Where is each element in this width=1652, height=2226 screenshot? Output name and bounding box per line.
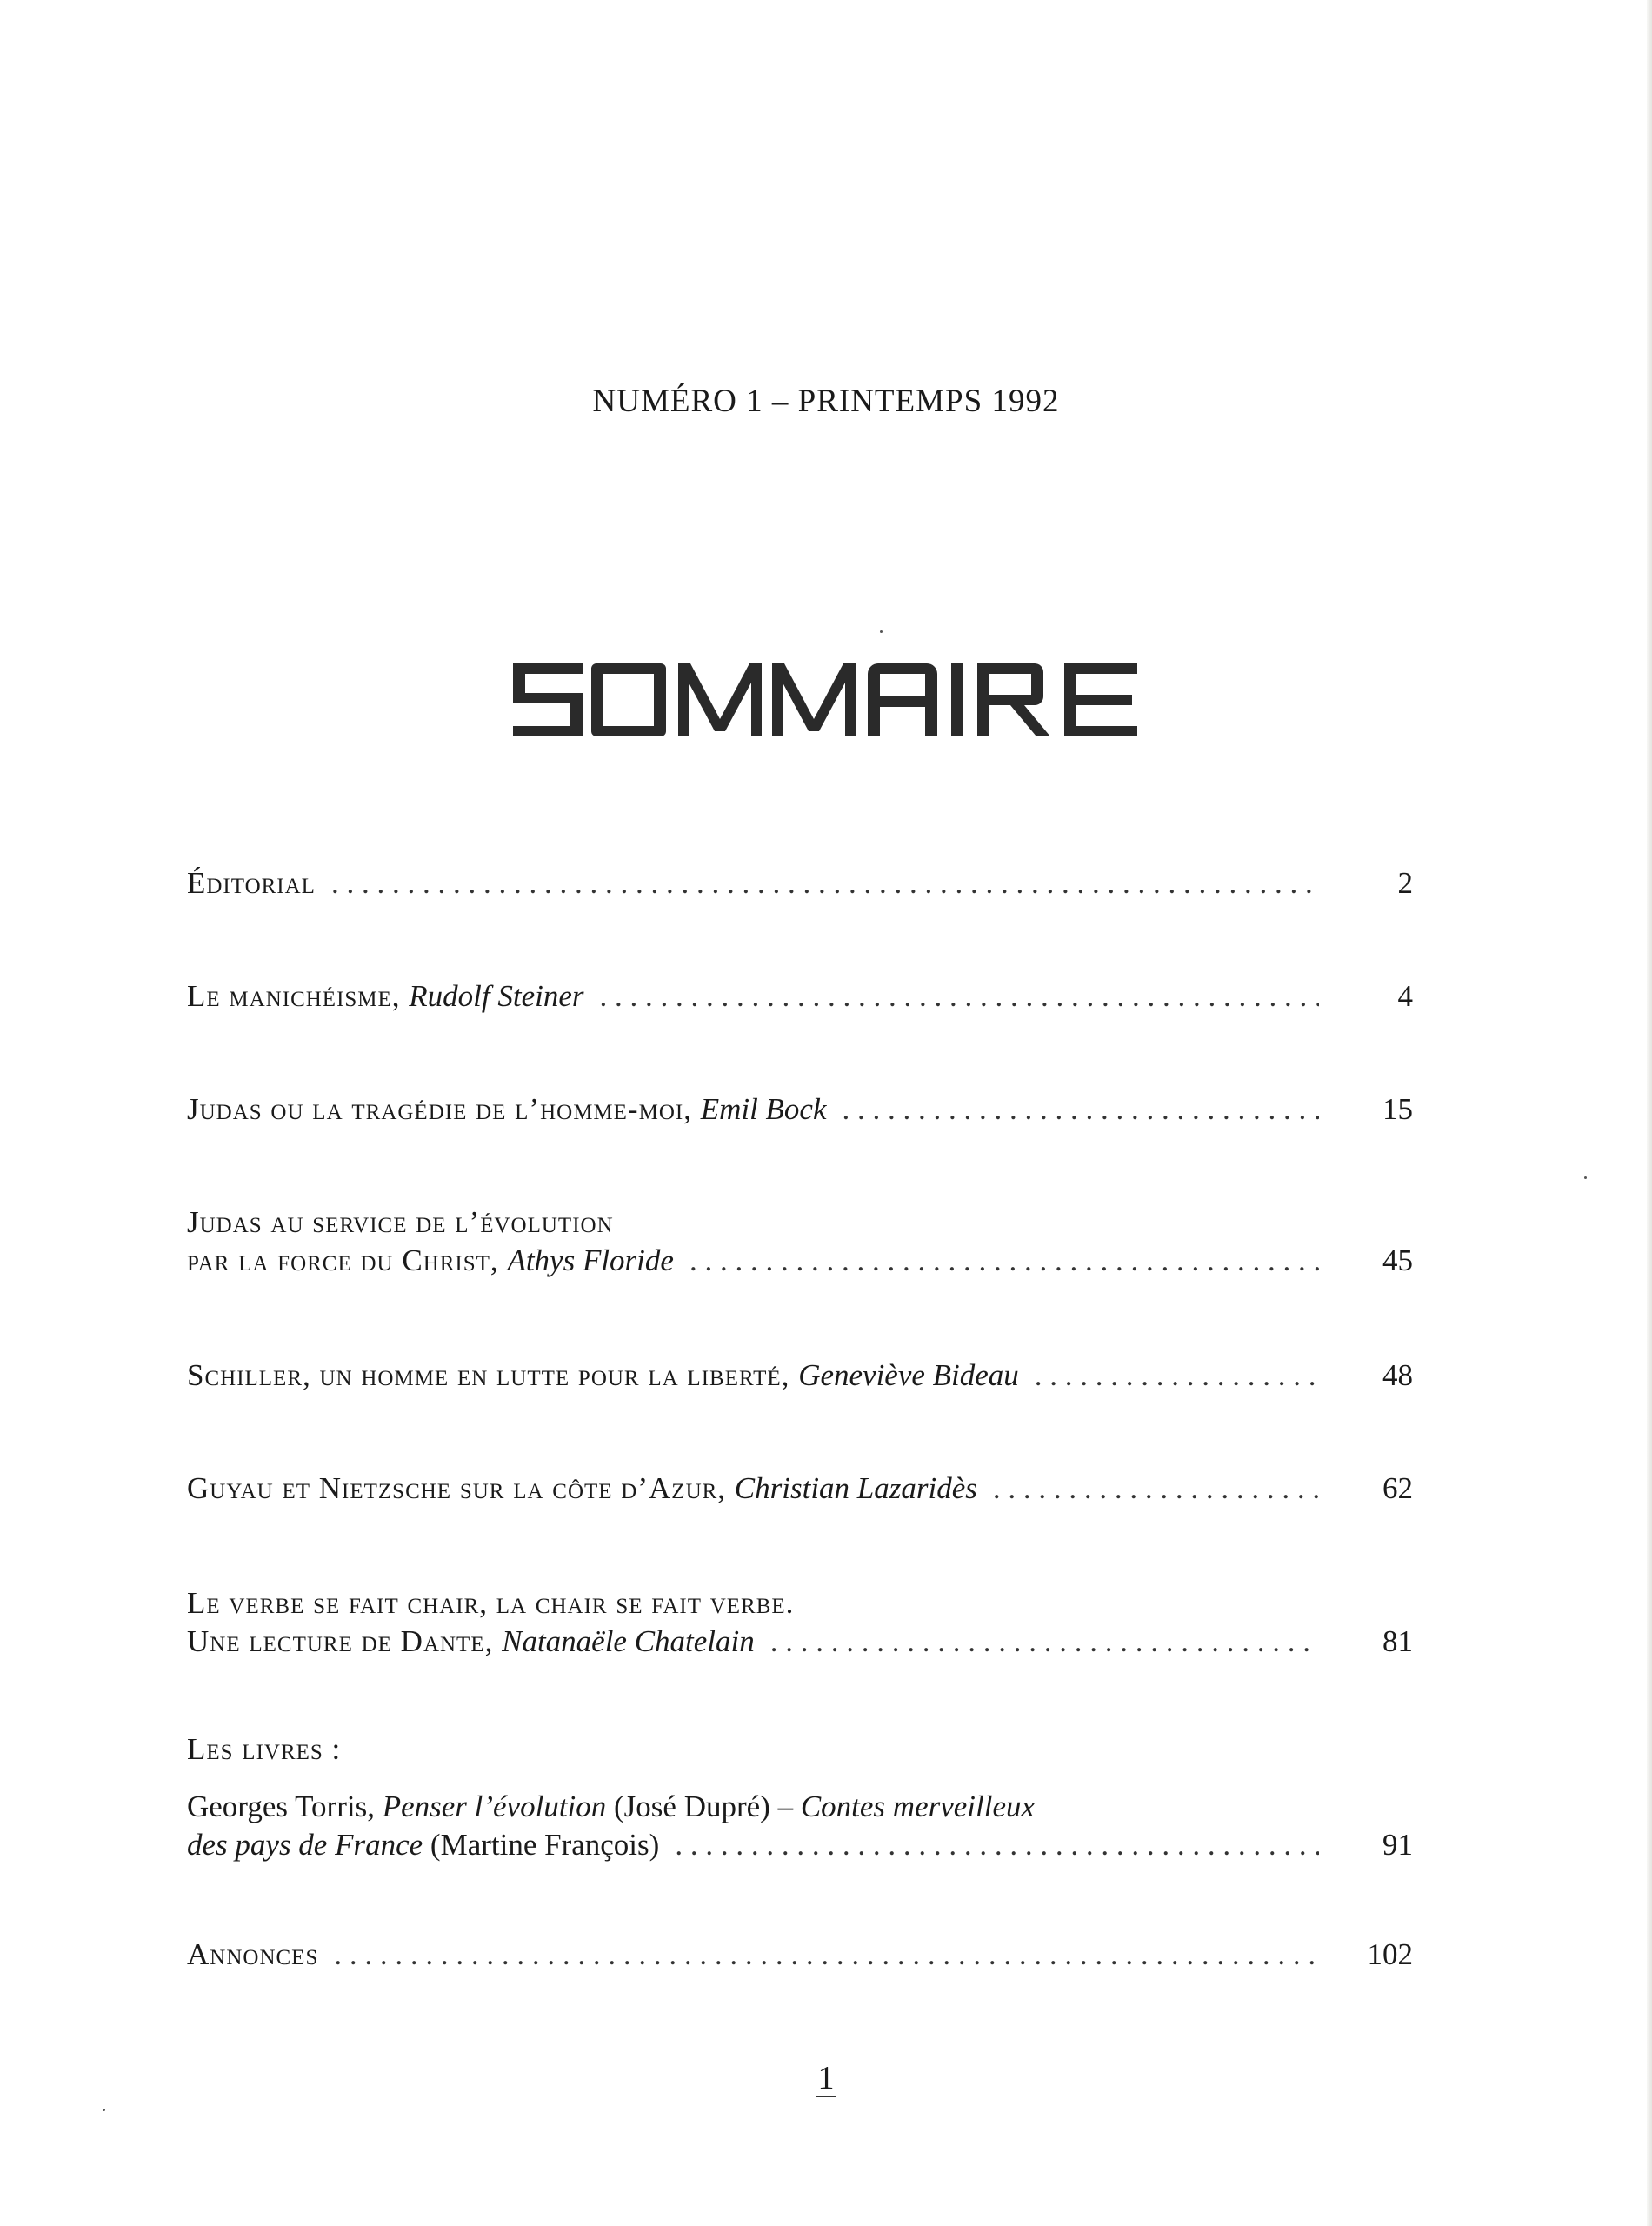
entry-title: Guyau et Nietzsche sur la côte d’Azur, <box>187 1471 735 1505</box>
paper-speck <box>1584 1176 1587 1179</box>
entry-author: Emil Bock <box>700 1092 827 1126</box>
page-number: 4 <box>1397 979 1413 1013</box>
book-reviewer-2: (Martine François) <box>423 1828 660 1862</box>
title-block <box>0 656 1652 743</box>
footer-page-number-text: 1 <box>817 2060 835 2096</box>
entry-title-line-1: Le verbe se fait chair, la chair se fait verbe. <box>187 1586 795 1620</box>
paper-speck <box>103 2109 105 2111</box>
page-number: 102 <box>1367 1937 1413 1971</box>
book-title-2-end: des pays de France <box>187 1828 423 1862</box>
toc-entry-annonces <box>187 1936 1413 1974</box>
leader-dots <box>770 1623 1319 1661</box>
page-number: 2 <box>1397 866 1413 900</box>
page-number: 62 <box>1382 1471 1413 1505</box>
page-number: 91 <box>1382 1828 1413 1862</box>
leader-dots <box>689 1242 1319 1280</box>
page-edge <box>1647 0 1652 2226</box>
book-reviewer: (José Dupré) – <box>606 1789 801 1823</box>
book-author: Georges Torris, <box>187 1789 383 1823</box>
entry-author: Rudolf Steiner <box>409 979 584 1013</box>
leader-dots <box>334 1936 1319 1974</box>
toc-entry-judas-tragedie <box>187 1090 1413 1129</box>
page-number: 81 <box>1382 1624 1413 1658</box>
paper-speck <box>880 630 883 633</box>
book-title: Penser l’évolution <box>382 1789 607 1823</box>
leader-dots <box>1035 1356 1319 1395</box>
toc-entry-judas-evolution <box>187 1203 1413 1280</box>
entry-title: Éditorial <box>187 866 316 900</box>
leader-dots <box>600 977 1319 1016</box>
page-number: 48 <box>1382 1358 1413 1392</box>
entry-title: Judas ou la tragédie de l’homme-moi, <box>187 1092 701 1126</box>
entry-title: Annonces <box>187 1937 319 1971</box>
entry-title: Schiller, un homme en lutte pour la liberté, <box>187 1358 799 1392</box>
books-heading: Les livres : <box>187 1732 342 1766</box>
entry-author: Athys Floride <box>507 1243 674 1277</box>
leader-dots <box>331 864 1319 903</box>
entry-title-line-2: Une lecture de Dante, <box>187 1624 503 1658</box>
entry-author: Natanaële Chatelain <box>502 1624 755 1658</box>
page-number: 15 <box>1382 1092 1413 1126</box>
toc-entry-verbe-dante <box>187 1584 1413 1661</box>
entry-author: Christian Lazaridès <box>734 1471 977 1505</box>
entry-title: Le manichéisme, <box>187 979 410 1013</box>
entry-author: Geneviève Bideau <box>798 1358 1019 1392</box>
toc-entry-editorial <box>187 864 1413 903</box>
entry-title-line-1: Judas au service de l’évolution <box>187 1205 614 1239</box>
toc-entry-guyau <box>187 1470 1413 1508</box>
leader-dots <box>843 1090 1319 1129</box>
toc-entry-manicheisme <box>187 977 1413 1016</box>
toc-entry-books-heading <box>187 1730 1413 1769</box>
issue-line: NUMÉRO 1 – PRINTEMPS 1992 <box>592 383 1060 419</box>
toc-entry-schiller <box>187 1356 1413 1395</box>
footer-page-number <box>0 2059 1652 2097</box>
page-number: 45 <box>1382 1243 1413 1277</box>
book-title-2: Contes merveilleux <box>800 1789 1036 1823</box>
toc-entry-books <box>187 1788 1413 1864</box>
sommaire-title-logo <box>513 656 1139 743</box>
leader-dots <box>993 1470 1319 1508</box>
leader-dots <box>675 1826 1319 1864</box>
entry-title-line-2: par la force du Christ, <box>187 1243 508 1277</box>
